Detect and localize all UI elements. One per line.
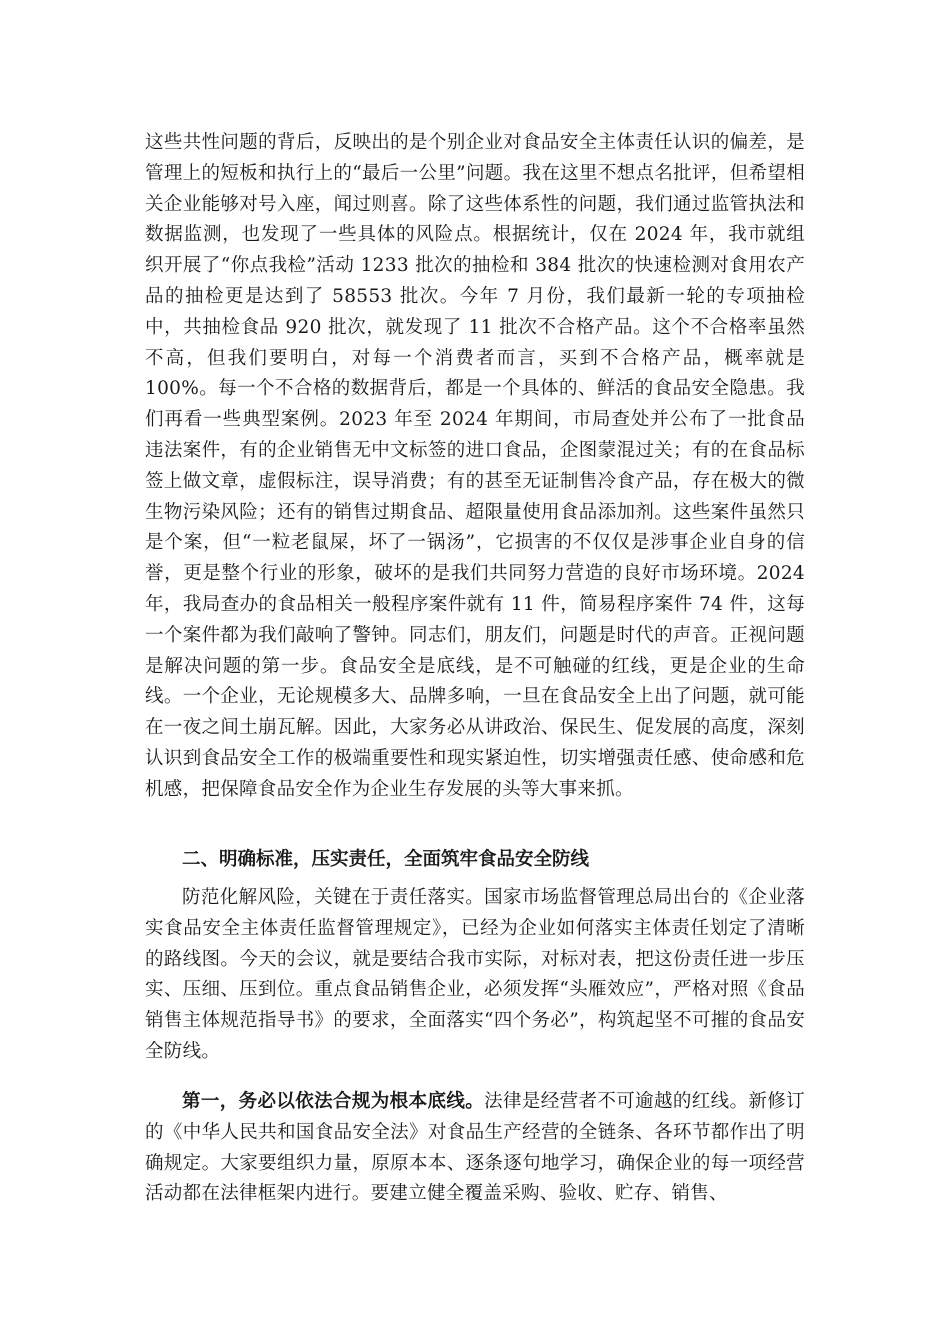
first-point-body: 法律是经营者不可逾越的红线。新修订的《中华人民共和国食品安全法》对食品生产经营的全链条、各环节都作出了明确规定。大家要组织力量，原原本本、逐条逐句地学习，确保企业的每一项经营活动都在法律框架内进行。要建立健全覆盖采购、验收、贮存、销售、 [145,1091,805,1205]
body-paragraph-risks: 这些共性问题的背后，反映出的是个别企业对食品安全主体责任认识的偏差，是管理上的短板和执行上的“最后一公里”问题。我在这里不想点名批评，但希望相关企业能够对号入座，闻过则喜。除了这些体系性的问题，我们通过监管执法和数据监测，也发现了一些具体的风险点。根据统计，仅在 2024 年，我市就组织开展了“你点我检”活动 1233 批次的抽检和 384 批次的快速检测对食用农产品的抽检更是达到了 58553 批次。今年 7 月份，我们最新一轮的专项抽检中，共抽检食品 920 批次，就发现了 11 批次不合格产品。这个不合格率虽然不高，但我们要明白，对每一个消费者而言，买到不合格产品，概率就是 100%。每一个不合格的数据背后，都是一个具体的、鲜活的食品安全隐患。我们再看一些典型案例。2023 年至 2024 年期间，市局查处并公布了一批食品违法案件，有的企业销售无中文标签的进口食品，企图蒙混过关；有的在食品标签上做文章，虚假标注，误导消费；有的甚至无证制售冷食产品，存在极大的微生物污染风险；还有的销售过期食品、超限量使用食品添加剂。这些案件虽然只是个案，但“一粒老鼠屎，坏了一锅汤”，它损害的不仅仅是涉事企业自身的信誉，更是整个行业的形象，破坏的是我们共同努力营造的良好市场环境。2024 年，我局查办的食品相关一般程序案件就有 11 件，简易程序案件 74 件，这每一个案件都为我们敲响了警钟。同志们，朋友们，问题是时代的声音。正视问题是解决问题的第一步。食品安全是底线，是不可触碰的红线，更是企业的生命线。一个企业，无论规模多大、品牌多响，一旦在食品安全上出了问题，就可能在一夜之间土崩瓦解。因此，大家务必从讲政治、保民生、促发展的高度，深刻认识到食品安全工作的极端重要性和现实紧迫性，切实增强责任感、使命感和危机感，把保障食品安全作为企业生存发展的头等大事来抓。 [145,132,805,800]
body-paragraph-responsibility: 防范化解风险，关键在于责任落实。国家市场监督管理总局出台的《企业落实食品安全主体责任监督管理规定》，已经为企业如何落实主体责任划定了清晰的路线图。今天的会议，就是要结合我市实际，对标对表，把这份责任进一步压实、压细、压到位。重点食品销售企业，必须发挥“头雁效应”，严格对照《食品销售主体规范指导书》的要求，全面落实“四个务必”，构筑起坚不可摧的食品安全防线。 [145,887,805,1062]
body-paragraph-first-point [145,1087,805,1210]
section-heading: 二、明确标准，压实责任，全面筑牢食品安全防线 [182,849,590,870]
first-point-lead: 第一，务必以依法合规为根本底线。 [182,1091,485,1112]
